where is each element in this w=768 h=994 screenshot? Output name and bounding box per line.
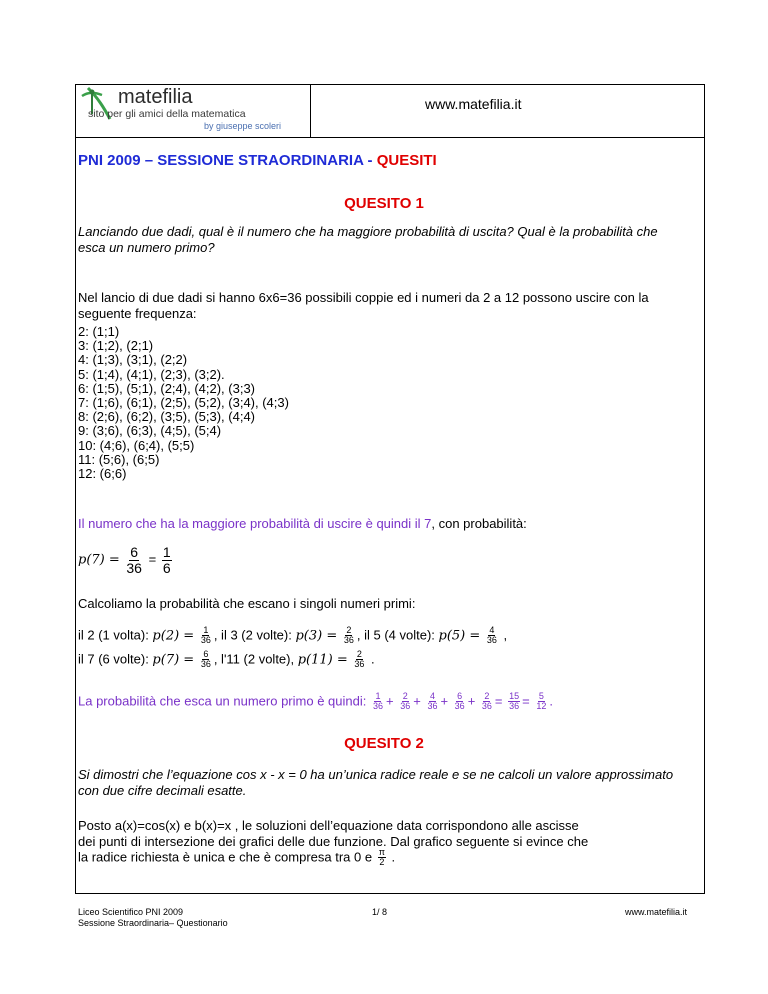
fraction: $\frac{15}{36}$ — [509, 691, 520, 712]
fraction: $\frac{2}{36}$ — [343, 625, 354, 646]
list-item: 4: (1;3), (3;1), (2;2) — [78, 352, 188, 368]
logo-author: by giuseppe scoleri — [204, 121, 282, 131]
header-divider-vertical — [310, 84, 311, 138]
list-item: 3: (1;2), (2;1) — [78, 338, 154, 354]
fraction: $\frac{4}{36}$ — [486, 625, 497, 646]
list-item: 10: (4;6), (6;4), (5;5) — [78, 437, 195, 453]
q2-body-line-2: dei punti di intersezione dei grafici delle due funzione. Dal grafico seguente si evince che — [78, 834, 589, 849]
q2-question: Si dimostri che l’equazione cos x - x = 0 ha un’unica radice reale e se ne calcoli un valore approssimato con due cifre decimali esatte. — [78, 767, 674, 798]
primes-line-2: il 7 (6 volte): p(7) = $\frac{6}{36}$ , l'11 (2 volte), p(11) = $\frac{2}{36}$ . — [78, 649, 375, 670]
document-title — [78, 152, 437, 169]
list-item: 11: (5;6), (6;5) — [78, 451, 160, 467]
fraction: $\frac{1}{36}$ — [372, 691, 383, 712]
prime-total: La probabilità che esca un numero primo è quindi: $\frac{1}{36}$ + $\frac{2}{36}$ + $\frac{4}{36}$ + $\frac{6}{36}$ + $\frac{2}{36}$ = $\frac{15}{36}$ = $\frac{5}{12}$ . — [78, 691, 554, 712]
list-item: 8: (2;6), (6;2), (3;5), (5;3), (4;4) — [78, 409, 255, 425]
q1-intro: Nel lancio di due dadi si hanno 6x6=36 possibili coppie ed i numeri da 2 a 12 possono uscire con la seguente frequenza: — [78, 290, 649, 321]
fraction: $\frac{2}{36}$ — [481, 691, 492, 712]
fraction: $\frac{6}{36}$ — [454, 691, 465, 712]
p7-lhs: p(7) = — [78, 552, 120, 568]
list-item: 5: (1;4), (4;1), (2;3), (3;2). — [78, 366, 225, 382]
fraction: $\frac{5}{12}$ — [536, 691, 547, 712]
list-item: 6: (1;5), (5;1), (2;4), (4;2), (3;3) — [78, 380, 255, 396]
q1-conclusion — [78, 516, 527, 531]
header-divider — [75, 137, 705, 138]
q2-body-line-1: Posto a(x)=cos(x) e b(x)=x , le soluzioni dell’equazione data corrispondono alle ascisse — [78, 818, 579, 833]
fraction: $\frac{4}{36}$ — [427, 691, 438, 712]
fraction: $\frac{1}{36}$ — [200, 625, 211, 646]
footer-url[interactable]: www.matefilia.it — [625, 907, 688, 917]
list-item: 2: (1;1) — [78, 324, 120, 339]
conclusion-rest: , con probabilità: — [431, 516, 527, 531]
title-main: PNI 2009 – SESSIONE STRAORDINARIA - — [78, 152, 377, 169]
title-highlight: QUESITI — [376, 152, 437, 169]
site-url[interactable]: www.matefilia.it — [425, 96, 522, 112]
q2-body-line-3: la radice richiesta è unica e che è compresa tra 0 e $\frac{\pi}{2}$ . — [78, 847, 396, 868]
fraction: $\frac{2}{36}$ — [354, 649, 365, 670]
p7-formula: p(7) = $\frac{6}{36}$ = $\frac{1}{6}$ — [78, 544, 171, 576]
primes-line-1: il 2 (1 volta): p(2) = $\frac{1}{36}$ , il 3 (2 volte): p(3) = $\frac{2}{36}$ , il 5 (4 volte): p(5) = $\frac{4}{36}$ , — [78, 625, 508, 646]
list-item: 12: (6;6) — [78, 466, 127, 482]
list-item: 9: (3;6), (6;3), (4;5), (5;4) — [78, 423, 222, 439]
logo-name: matefilia — [118, 86, 193, 108]
primes-intro: Calcoliamo la probabilità che escano i singoli numeri primi: — [78, 596, 416, 611]
fraction: $\frac{1}{6}$ — [162, 544, 171, 576]
fraction: $\frac{6}{36}$ — [200, 649, 211, 670]
q1-heading: QUESITO 1 — [344, 195, 424, 212]
logo-tagline: sito per gli amici della matematica — [88, 108, 246, 120]
list-item: 7: (1;6), (6;1), (2;5), (5;2), (3;4), (4;3) — [78, 395, 289, 411]
footer-left: Liceo Scientifico PNI 2009 Sessione Straordinaria– Questionario — [78, 907, 228, 928]
conclusion-highlight: Il numero che ha la maggiore probabilità di uscire è quindi il 7 — [78, 516, 432, 531]
frequency-list — [78, 325, 289, 481]
q1-question: Lanciando due dadi, qual è il numero che ha maggiore probabilità di uscita? Qual è la probabilità che esca un numero primo? — [78, 224, 658, 255]
fraction: $\frac{2}{36}$ — [400, 691, 411, 712]
matefilia-logo — [80, 86, 308, 136]
page-number: 1/ 8 — [372, 907, 388, 917]
fraction: $\frac{6}{36}$ — [126, 544, 142, 576]
fraction: $\frac{\pi}{2}$ — [378, 847, 385, 868]
q2-heading: QUESITO 2 — [344, 735, 424, 752]
